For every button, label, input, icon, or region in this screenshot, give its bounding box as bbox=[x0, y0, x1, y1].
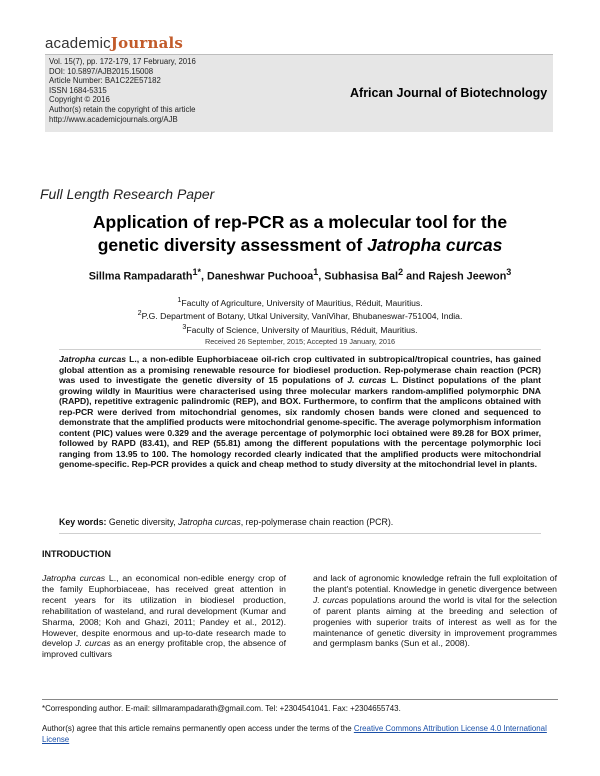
author-affil-sup: 3 bbox=[506, 267, 512, 277]
logo-part-academic: academic bbox=[45, 35, 111, 52]
author-separator: and bbox=[403, 270, 429, 283]
keywords bbox=[59, 517, 393, 527]
abstract-text-2: L. Distinct populations of the plant growing wildly in Mauritius were characterised using three molecular markers random-amplified polymorphic DNA (RAPD), repetitive extragenic palindromic (REP), and BOX. Furthermore, to confirm that the amplicons obtained with rep-PCR were derived from mitochondrial genomes, six randomly chosen bands were cloned and sequenced to demonstrate that the amplified products were mitochondrial genome-specific. The average polymorphism information content (PIC) values were 0.329 and the average percentage of polymorphic loci obtained were 89.28 for BOX primer, followed by RAPD (83.41), and REP (55.81) among the different populations with the percentage polymorphic loci ranging from 13.95 to 100. The homology recorded clearly indicated that the amplified products were mitochondrial genome-specific. Rep-PCR provides a quick and cheap method to study diversity at the mitochondrial level in plants. bbox=[59, 375, 541, 469]
corresponding-author-note: *Corresponding author. E-mail: sillmarampadarath@gmail.com. Tel: +2304541041. Fax: +2304655743. bbox=[42, 704, 401, 713]
keywords-species: Jatropha curcas bbox=[178, 517, 241, 527]
author-name: Daneshwar Puchooa bbox=[207, 270, 314, 283]
title-line-1: Application of rep-PCR as a molecular tool for the bbox=[92, 212, 508, 232]
keywords-text-1: Genetic diversity, bbox=[106, 517, 179, 527]
license-link[interactable]: Creative Commons Attribution License 4.0 International License bbox=[42, 724, 547, 744]
abstract bbox=[59, 354, 541, 470]
affil-sup: 1 bbox=[177, 296, 182, 304]
keywords-label: Key words: bbox=[59, 517, 107, 527]
footnote-rule bbox=[42, 699, 558, 700]
title-species: Jatropha curcas bbox=[367, 235, 503, 255]
author-name: Sillma Rampadarath bbox=[88, 270, 193, 283]
intro-text-3: and lack of agronomic knowledge refrain the full exploitation of the plant's potential. Knowledge in genetic divergence between bbox=[313, 573, 557, 594]
abstract-species: Jatropha curcas bbox=[59, 354, 127, 364]
affil-text: Faculty of Science, University of Mauritius, Réduit, Mauritius. bbox=[186, 324, 418, 335]
author-name: Subhasisa Bal bbox=[324, 270, 399, 283]
intro-species: Jatropha curcas bbox=[42, 573, 106, 583]
publisher-logo bbox=[45, 34, 183, 52]
abstract-species-short: J. curcas bbox=[347, 375, 387, 385]
author-separator: , bbox=[201, 270, 208, 283]
meta-issn: ISSN 1684-5315 bbox=[49, 85, 107, 95]
paper-title bbox=[30, 211, 570, 257]
author-list bbox=[30, 267, 570, 283]
license-text: Author(s) agree that this article remains permanently open access under the terms of the bbox=[42, 724, 354, 733]
paper-type: Full Length Research Paper bbox=[40, 186, 215, 202]
affil-sup: 3 bbox=[182, 322, 187, 331]
intro-text-1: L., an economical non-edible energy crop of the family Euphorbiaceae, has received great attention in recent years for its utilization in biodiesel production, rehabilitation of wasteland, and rural development (Kumar and Sharma, 2008; Koh and Ghazi, 2011; Pandey et al., 2012). However, despite enormous and up-to-date research made to develop bbox=[42, 573, 286, 649]
journal-name: African Journal of Biotechnology bbox=[350, 86, 548, 100]
corresponding-mark: * bbox=[197, 267, 202, 277]
intro-text-4: populations around the world is vital for the selection of parent plants aiming at the breeding and selection of progenies with superior traits of interest as well as for the maintenance of genetic diversity in improvement programmes and germplasm banks (Sun et al., 2008). bbox=[313, 594, 557, 649]
logo-part-journals: Journals bbox=[110, 34, 184, 52]
abstract-top-rule bbox=[59, 349, 541, 350]
abstract-text-1: L., a non-edible Euphorbiaceae oil-rich crop cultivated in subtropical/tropical countries, has gained global attention as a promising renewable resource for biodiesel production. Rep-polymerase chain reaction (PCR) was used to investigate the genetic diversity of 15 populations of bbox=[59, 354, 541, 385]
affil-text: Faculty of Agriculture, University of Mauritius, Réduit, Mauritius. bbox=[181, 297, 423, 308]
intro-column-right bbox=[313, 573, 557, 649]
affiliation bbox=[30, 308, 570, 321]
author-affil-sup: 2 bbox=[398, 267, 404, 277]
title-line-2-text: genetic diversity assessment of bbox=[97, 235, 368, 255]
received-dates: Received 26 September, 2015; Accepted 19 January, 2016 bbox=[204, 337, 396, 346]
author-affil-sup: 1 bbox=[313, 267, 319, 277]
keywords-text-2: , rep-polymerase chain reaction (PCR). bbox=[240, 517, 394, 527]
meta-doi: DOI: 10.5897/AJB2015.15008 bbox=[49, 66, 154, 76]
author-affil-sup: 1 bbox=[192, 267, 198, 277]
license-note bbox=[42, 724, 558, 745]
meta-volume: Vol. 15(7), pp. 172-179, 17 February, 2016 bbox=[49, 57, 196, 66]
abstract-bottom-rule bbox=[59, 533, 541, 534]
meta-journal-url[interactable]: http://www.academicjournals.org/AJB bbox=[49, 114, 178, 124]
author-separator: , bbox=[318, 270, 325, 283]
section-heading-introduction: INTRODUCTION bbox=[42, 549, 111, 559]
affiliation bbox=[30, 322, 570, 335]
intro-text-2: as an energy profitable crop, the absence of improved cultivars bbox=[42, 638, 286, 660]
affil-text: P.G. Department of Botany, Utkal University, VaniVihar, Bhubaneswar-751004, India. bbox=[141, 311, 463, 322]
meta-article-number: Article Number: BA1C22E57182 bbox=[49, 76, 161, 86]
article-meta bbox=[49, 57, 196, 124]
affil-sup: 2 bbox=[137, 309, 142, 318]
title-line-2 bbox=[30, 234, 570, 257]
intro-column-left bbox=[42, 573, 286, 660]
intro-species-short-2: J. curcas bbox=[313, 594, 349, 605]
author-name: Rajesh Jeewon bbox=[428, 270, 507, 283]
affiliations bbox=[30, 295, 570, 335]
intro-species-short: J. curcas bbox=[75, 638, 111, 649]
affiliation bbox=[30, 295, 570, 308]
meta-copyright: Copyright © 2016 bbox=[49, 95, 110, 105]
meta-author-rights: Author(s) retain the copyright of this article bbox=[49, 104, 196, 114]
